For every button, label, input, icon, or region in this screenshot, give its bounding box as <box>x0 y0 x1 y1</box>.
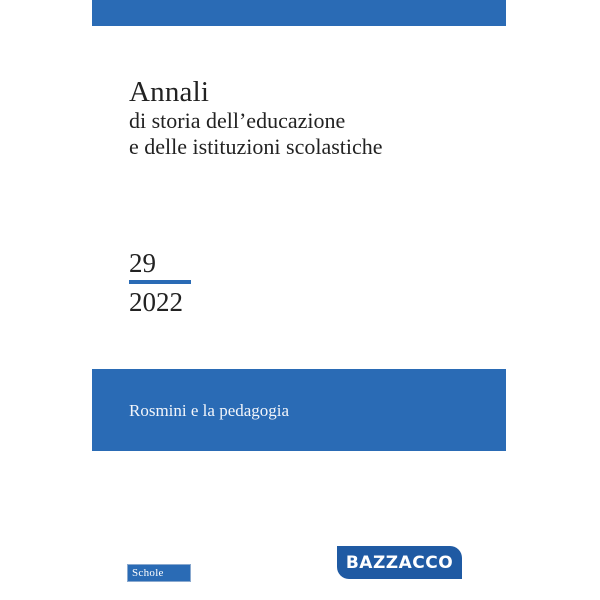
issue-divider <box>129 280 191 284</box>
publisher-logo <box>337 546 462 579</box>
journal-title-line-3: e delle istituzioni scolastiche <box>129 134 383 159</box>
issue-number: 29 <box>129 248 156 278</box>
journal-title-main: Annali <box>129 76 210 108</box>
series-logo-text: Schole <box>132 567 164 579</box>
journal-title <box>129 77 383 160</box>
series-logo <box>127 564 191 582</box>
book-cover <box>92 0 506 600</box>
top-color-bar <box>92 0 506 26</box>
issue-year: 2022 <box>129 287 183 317</box>
issue-info <box>129 248 191 317</box>
theme-band <box>92 369 506 451</box>
issue-theme-title: Rosmini e la pedagogia <box>129 401 290 420</box>
journal-title-line-2: di storia dell’educazione <box>129 108 346 133</box>
publisher-name: BAZZACCO <box>345 552 454 573</box>
